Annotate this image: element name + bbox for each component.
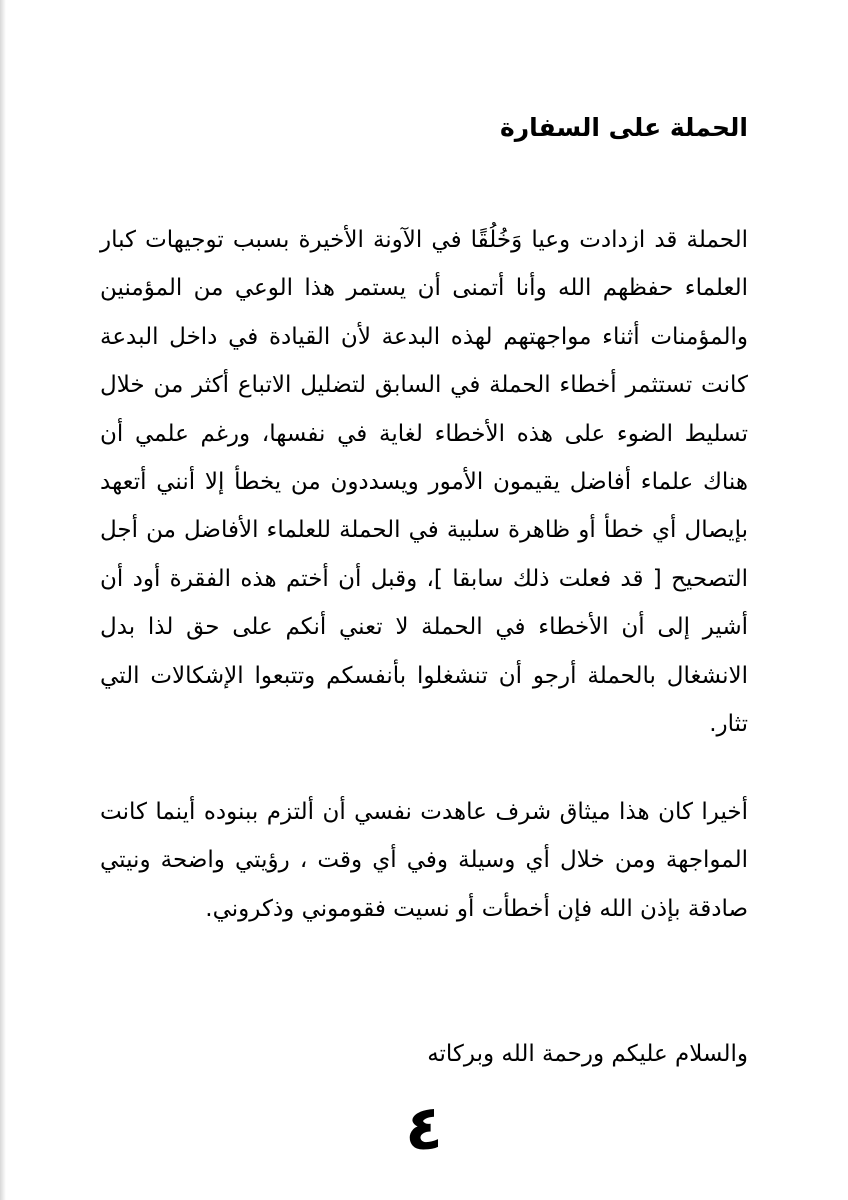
closing-salutation: والسلام عليكم ورحمة الله وبركاته	[427, 1041, 748, 1067]
page-number: ٤	[405, 1091, 443, 1164]
page-edge-shadow	[0, 0, 6, 1200]
body-paragraph-1: الحملة قد ازدادت وعيا وَخُلُقًا في الآونة الأخيرة بسبب توجيهات كبار العلماء حفظهم الله وأنا أتمنى أن يستمر هذا الوعي من المؤمنين والمؤمنات أثناء مواجهتهم لهذه البدعة لأن القيادة في داخل البدعة كانت تستثمر أخطاء الحملة في السابق لتضليل الاتباع أكثر من خلال تسليط الضوء على هذه الأخطاء لغاية في نفسها، ورغم علمي أن هناك علماء أفاضل يقيمون الأمور ويسددون من يخطأ إلا أنني أتعهد بإيصال أي خطأ أو ظاهرة سلبية في الحملة للعلماء الأفاضل من أجل التصحيح [ قد فعلت ذلك سابقا ]، وقبل أن أختم هذه الفقرة أود أن أشير إلى أن الأخطاء في الحملة لا تعني أنكم على حق لذا بدل الانشغال بالحملة أرجو أن تنشغلوا بأنفسكم وتتبعوا الإشكالات التي تثار.	[100, 227, 748, 738]
body-paragraph-2: أخيرا كان هذا ميثاق شرف عاهدت نفسي أن ألتزم ببنوده أينما كانت المواجهة ومن خلال أي وسيلة وفي أي وقت ، رؤيتي واضحة ونيتي صادقة بإذن الله فإن أخطأت أو نسيت فقوموني وذكروني.	[100, 799, 748, 922]
section-title: الحملة على السفارة	[499, 113, 748, 142]
